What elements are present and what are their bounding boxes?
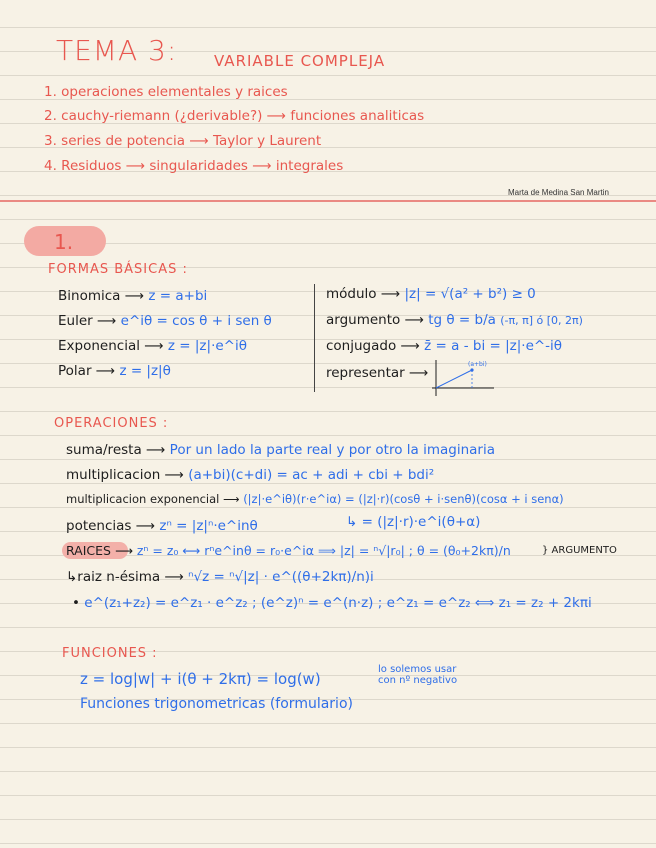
multiplicacion-row: multiplicacion ⟶ (a+bi)(c+di) = ac + adi + cbi + bdi² [66, 467, 435, 483]
vector-line [436, 370, 472, 388]
page-subtitle: VARIABLE COMPLEJA [214, 52, 386, 70]
index-item-4: 4. Residuos ⟶ singularidades ⟶ integrales [44, 158, 344, 174]
euler-row: Euler ⟶ e^iθ = cos θ + i sen θ [58, 313, 272, 329]
exponencial-row: Exponencial ⟶ z = |z|·e^iθ [58, 338, 247, 354]
potencias-line2: ↳ = (|z|·r)·e^i(θ+α) [346, 514, 481, 530]
modulo-row: módulo ⟶ |z| = √(a² + b²) ≥ 0 [326, 286, 536, 302]
formas-basicas-heading: FORMAS BÁSICAS : [48, 262, 188, 277]
conjugado-row: conjugado ⟶ z̄ = a - bi = |z|·e^-iθ [326, 338, 563, 354]
index-item-3: 3. series de potencia ⟶ Taylor y Laurent [44, 133, 322, 149]
column-separator [314, 284, 315, 392]
log-note: lo solemos usar con nº negativo [378, 664, 458, 686]
page-title: TEMA 3: [56, 34, 178, 67]
trig-functions-row: Funciones trigonometricas (formulario) [80, 696, 353, 712]
section-number: 1. [54, 230, 74, 254]
raiz-n-esima-row: ↳raiz n-ésima ⟶ ⁿ√z = ⁿ√|z| · e^((θ+2kπ)/n)i [66, 569, 374, 585]
operaciones-heading: OPERACIONES : [54, 416, 169, 431]
author-name: Marta de Medina San Martin [508, 188, 609, 197]
argumento-row: argumento ⟶ tg θ = b/a (-π, π] ó [0, 2π) [326, 312, 583, 328]
index-item-2: 2. cauchy-riemann (¿derivable?) ⟶ funciones analiticas [44, 108, 425, 124]
log-function-row: z = log|w| + i(θ + 2kπ) = log(w) [80, 670, 321, 688]
polar-row: Polar ⟶ z = |z|θ [58, 363, 171, 379]
argumento-bracket-label: } ARGUMENTO [542, 545, 617, 556]
raices-row: RAICES ⟶ zⁿ = z₀ ⟷ rⁿe^inθ = r₀·e^iα ⟹ |z| = ⁿ√|r₀| ; θ = (θ₀+2kπ)/n [66, 543, 511, 558]
graph-point-label: (a+bi) [468, 361, 487, 368]
suma-resta-row: suma/resta ⟶ Por un lado la parte real y por otro la imaginaria [66, 442, 495, 458]
potencias-row: potencias ⟶ zⁿ = |z|ⁿ·e^inθ [66, 518, 258, 534]
header-divider [0, 200, 656, 202]
exponent-properties-row: • e^(z₁+z₂) = e^z₁ · e^z₂ ; (e^z)ⁿ = e^(n·z) ; e^z₁ = e^z₂ ⟺ z₁ = z₂ + 2kπi [72, 595, 592, 611]
binomica-row: Binomica ⟶ z = a+bi [58, 288, 208, 304]
point-marker [470, 368, 473, 371]
index-item-1: 1. operaciones elementales y raices [44, 84, 288, 100]
multiplicacion-exponencial-row: multiplicacion exponencial ⟶ (|z|·e^iθ)(r·e^iα) = (|z|·r)(cosθ + i·senθ)(cosα + i senα) [66, 492, 564, 506]
funciones-heading: FUNCIONES : [62, 646, 158, 661]
representar-row: representar ⟶ [326, 365, 429, 381]
